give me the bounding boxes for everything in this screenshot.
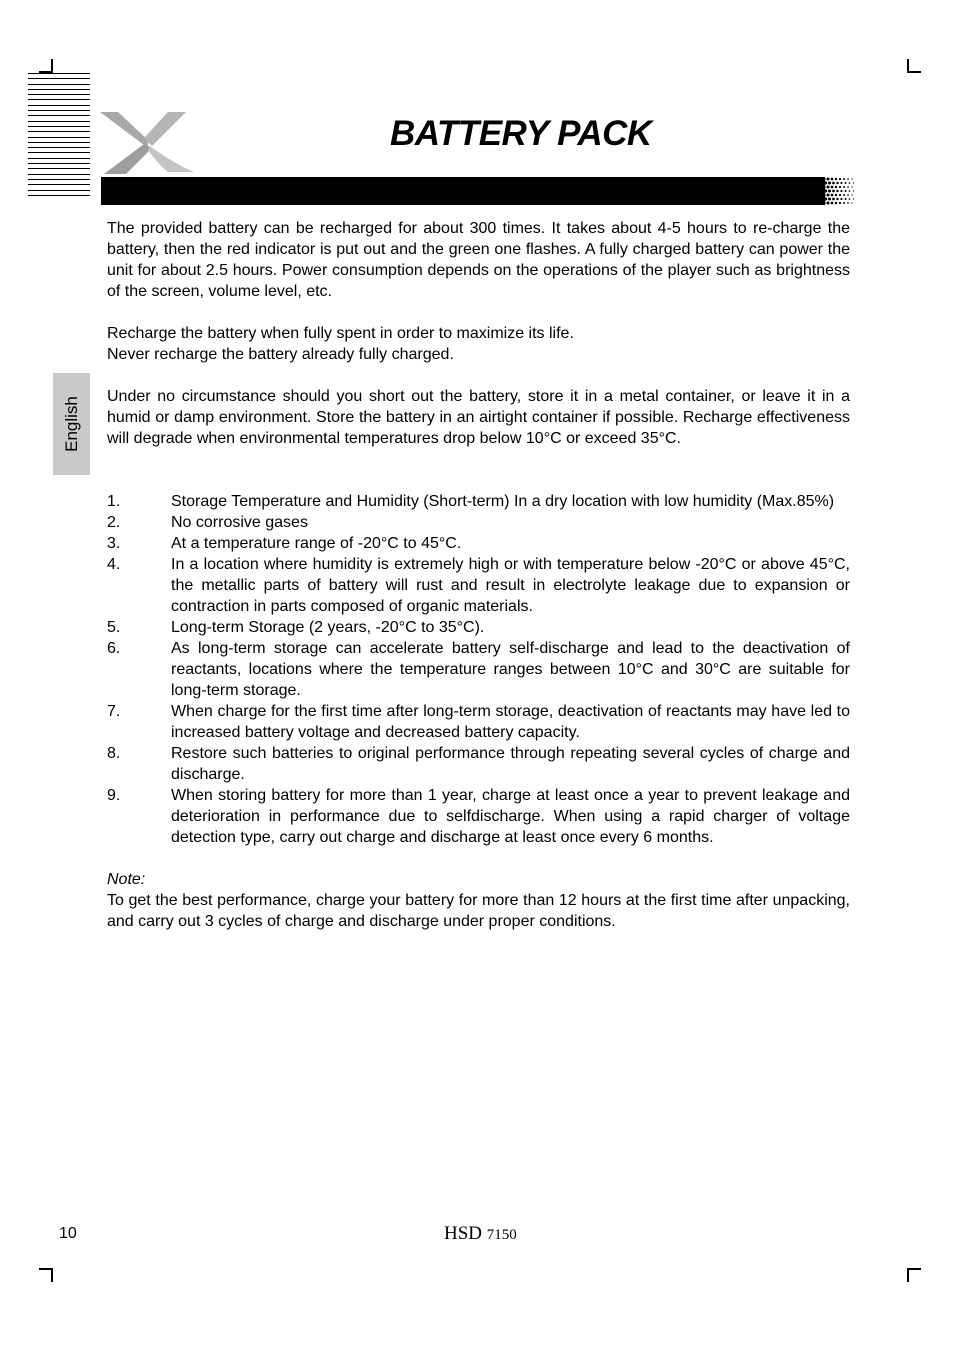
list-item-number: 8. [107, 745, 121, 762]
footer-model-prefix: HSD [444, 1223, 483, 1244]
list-item [107, 701, 850, 743]
footer-model-name [444, 1223, 517, 1245]
list-item-number: 4. [107, 556, 121, 573]
list-item [107, 743, 850, 785]
crop-mark-top-left [39, 59, 53, 73]
paragraph: Under no circumstance should you short out the battery, store it in a metal container, or leave it in a humid or damp environment. Store the battery in an airtight container if possible. Recharge effectiveness will degrade when environmental temperatures drop below 10°C or exceed 35°C. [107, 388, 850, 447]
title-bar-dots [818, 177, 856, 205]
list-item-text: Restore such batteries to original performance through repeating several cycles of charge and discharge. [171, 745, 850, 783]
paragraph: The provided battery can be recharged for about 300 times. It takes about 4-5 hours to re-charge the battery, then the red indicator is put out and the green one flashes. A fully charged battery can power the unit for about 2.5 hours. Power consumption depends on the operations of the player such as brightness of the screen, volume level, etc. [107, 220, 850, 300]
xoro-x-logo-icon [96, 108, 196, 178]
list-item-number: 5. [107, 619, 121, 636]
page-number: 10 [59, 1225, 77, 1242]
list-item [107, 554, 850, 617]
list-item-number: 9. [107, 787, 121, 804]
main-content [107, 218, 850, 932]
list-item [107, 533, 850, 554]
list-item [107, 785, 850, 848]
crop-mark-top-right [907, 59, 921, 73]
note-text: To get the best performance, charge your battery for more than 12 hours at the first time after unpacking, and carry out 3 cycles of charge and discharge under proper conditions. [107, 892, 850, 930]
crop-mark-bottom-right [907, 1268, 921, 1282]
list-item-text: When storing battery for more than 1 year, charge at least once a year to prevent leakage and deterioration in performance due to selfdischarge. When using a rapid charger of voltage detection type, carry out charge and discharge at least once every 6 months. [171, 787, 850, 846]
note-label: Note: [107, 871, 146, 888]
list-item-text: As long-term storage can accelerate battery self-discharge and lead to the deactivation of reactants, locations where the temperature ranges between 10°C and 30°C are suitable for long-term storage. [171, 640, 850, 699]
list-item-number: 3. [107, 535, 121, 552]
paragraph-line: Recharge the battery when fully spent in order to maximize its life. [107, 325, 574, 342]
list-item-number: 7. [107, 703, 121, 720]
list-item [107, 512, 850, 533]
list-item-number: 2. [107, 514, 121, 531]
list-item-text: In a location where humidity is extremely high or with temperature below -20°C or above 45°C, the metallic parts of battery will rust and result in electrolyte leakage due to expansion or contraction in parts composed of organic materials. [171, 556, 850, 615]
language-tab [53, 373, 90, 475]
list-item-text: At a temperature range of -20°C to 45°C. [171, 535, 462, 552]
list-item-number: 6. [107, 640, 121, 657]
paragraph-line: Never recharge the battery already fully charged. [107, 346, 454, 363]
list-item-text: When charge for the first time after long-term storage, deactivation of reactants may have led to increased battery voltage and decreased battery capacity. [171, 703, 850, 741]
list-item [107, 638, 850, 701]
title-bar [101, 177, 825, 205]
list-item-text: No corrosive gases [171, 514, 308, 531]
list-item-text: Storage Temperature and Humidity (Short-term) In a dry location with low humidity (Max.85%) [171, 493, 835, 510]
list-item [107, 491, 850, 512]
decorative-stripes [28, 73, 90, 199]
footer-model-number: 7150 [486, 1227, 517, 1243]
list-item-text: Long-term Storage (2 years, -20°C to 35°C). [171, 619, 485, 636]
language-tab-label: English [61, 396, 81, 452]
list-item [107, 617, 850, 638]
storage-list [107, 491, 850, 848]
page-title: BATTERY PACK [390, 114, 652, 153]
list-item-number: 1. [107, 493, 121, 510]
crop-mark-bottom-left [39, 1268, 53, 1282]
